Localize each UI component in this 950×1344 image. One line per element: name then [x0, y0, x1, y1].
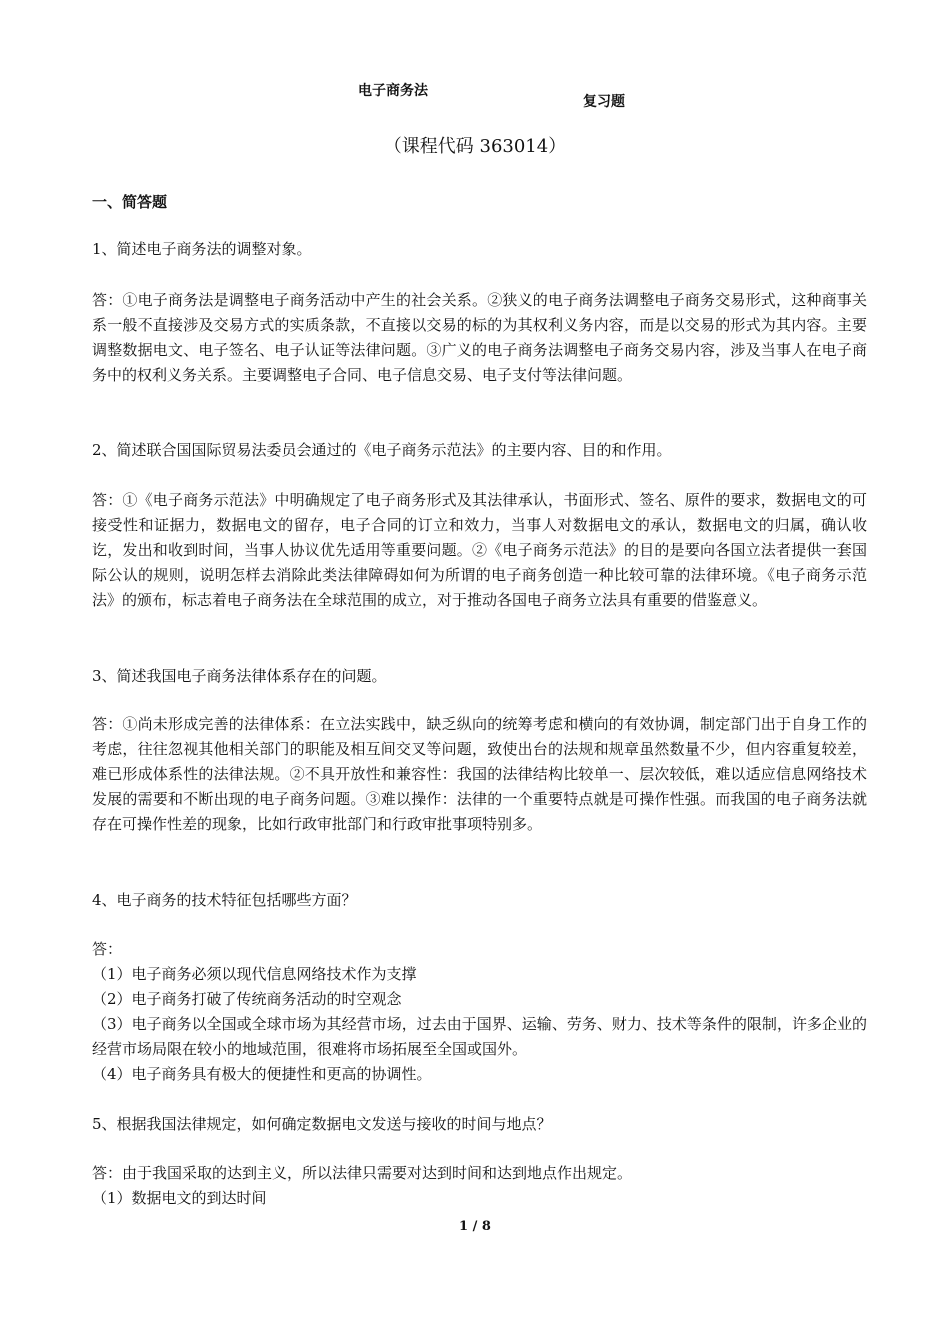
answer-4-item: （3）电子商务以全国或全球市场为其经营市场，过去由于国界、运输、劳务、财力、技术等条件的限制，许多企业的经营市场局限在较小的地域范围，很难将市场拓展至全国或国外。	[92, 1015, 867, 1058]
question-3: 3、简述我国电子商务法律体系存在的问题。	[92, 667, 387, 685]
answer-5	[92, 1161, 867, 1211]
answer-4-item: （4）电子商务具有极大的便捷性和更高的协调性。	[92, 1065, 432, 1083]
question-2: 2、简述联合国国际贸易法委员会通过的《电子商务示范法》的主要内容、目的和作用。	[92, 441, 672, 459]
answer-4-item: （1）电子商务必须以现代信息网络技术作为支撑	[92, 965, 417, 983]
document-title: 电子商务法	[358, 83, 428, 99]
answer-5-text: 答：由于我国采取的达到主义，所以法律只需要对达到时间和达到地点作出规定。	[92, 1164, 633, 1182]
answer-4-lead: 答：	[92, 940, 123, 958]
document-subtitle: 复习题	[583, 94, 625, 110]
question-4: 4、电子商务的技术特征包括哪些方面？	[92, 891, 357, 909]
course-code: （课程代码 363014）	[383, 136, 567, 157]
answer-5-item: （1）数据电文的到达时间	[92, 1189, 267, 1207]
answer-3: 答：①尚未形成完善的法律体系：在立法实践中，缺乏纵向的统筹考虑和横向的有效协调，制定部门出于自身工作的考虑，往往忽视其他相关部门的职能及相互间交叉等问题，致使出台的法规和规章虽然数量不少，但内容重复较差，难已形成体系性的法律法规。②不具开放性和兼容性：我国的法律结构比较单一、层次较低，难以适应信息网络技术发展的需要和不断出现的电子商务问题。③难以操作：法律的一个重要特点就是可操作性强。而我国的电子商务法就存在可操作性差的现象，比如行政审批部门和行政审批事项特别多。	[92, 715, 867, 833]
answer-4-item: （2）电子商务打破了传统商务活动的时空观念	[92, 990, 402, 1008]
section-heading: 一、简答题	[92, 193, 168, 211]
answer-2: 答：①《电子商务示范法》中明确规定了电子商务形式及其法律承认，书面形式、签名、原件的要求，数据电文的可接受性和证据力，数据电文的留存，电子合同的订立和效力，当事人对数据电文的承认，数据电文的归属，确认收讫，发出和收到时间，当事人协议优先适用等重要问题。②《电子商务示范法》的目的是要向各国立法者提供一套国际公认的规则，说明怎样去消除此类法律障碍如何为所谓的电子商务创造一种比较可靠的法律环境。《电子商务示范法》的颁布，标志着电子商务法在全球范围的成立，对于推动各国电子商务立法具有重要的借鉴意义。	[92, 491, 867, 609]
question-1: 1、简述电子商务法的调整对象。	[92, 240, 312, 258]
answer-1: 答：①电子商务法是调整电子商务活动中产生的社会关系。②狭义的电子商务法调整电子商务交易形式，这种商事关系一般不直接涉及交易方式的实质条款，不直接以交易的标的为其权利义务内容，而是以交易的形式为其内容。主要调整数据电文、电子签名、电子认证等法律问题。③广义的电子商务法调整电子商务交易内容，涉及当事人在电子商务中的权利义务关系。主要调整电子合同、电子信息交易、电子支付等法律问题。	[92, 291, 867, 384]
page-number: 1 / 8	[459, 1219, 491, 1234]
answer-4	[92, 937, 867, 1087]
question-5: 5、根据我国法律规定，如何确定数据电文发送与接收的时间与地点？	[92, 1115, 552, 1133]
